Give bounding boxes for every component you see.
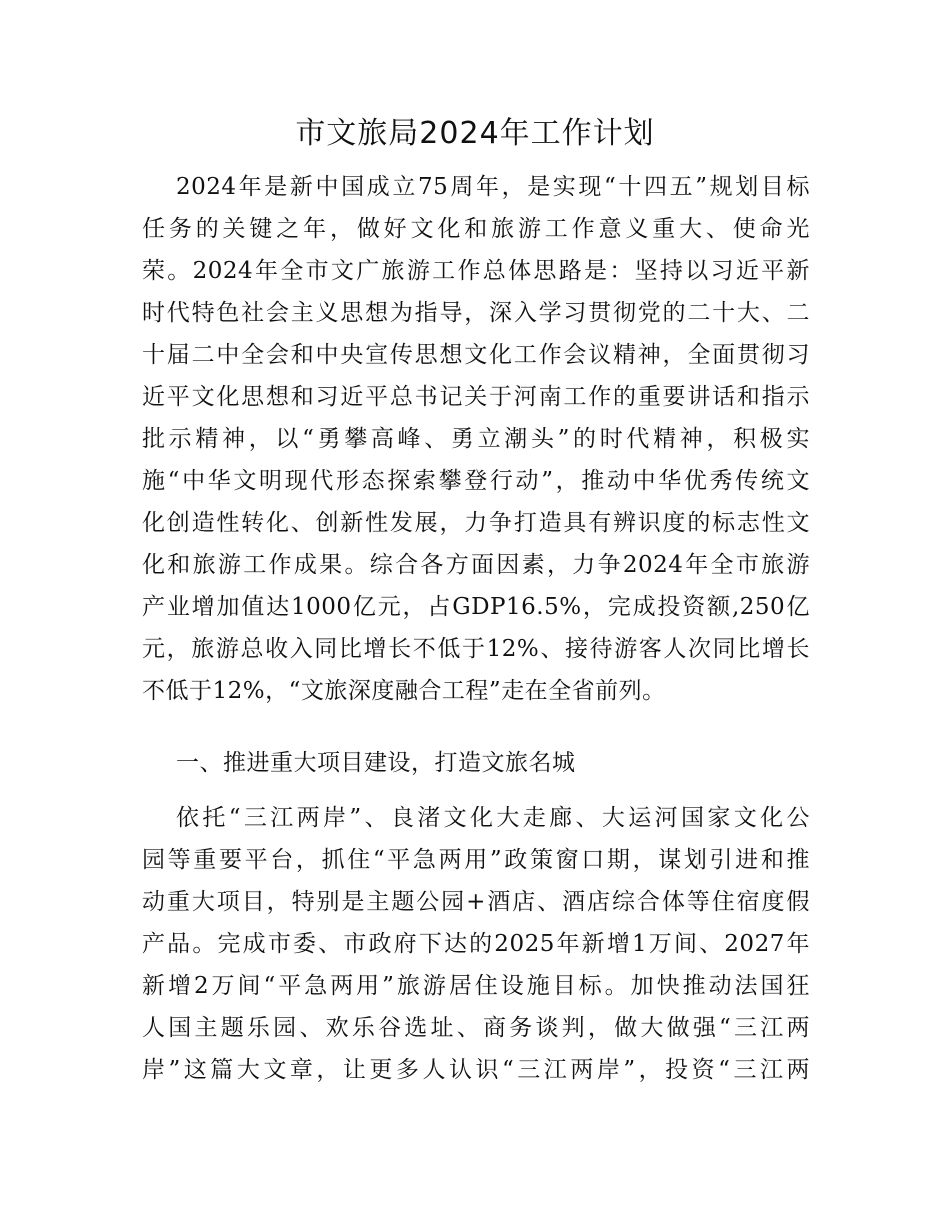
intro-line: 时代特色社会主义思想为指导，深入学习贯彻党的二十大、二 bbox=[142, 300, 810, 326]
intro-line: 十届二中全会和中央宣传思想文化工作会议精神，全面贯彻习 bbox=[142, 342, 810, 368]
intro-line: 化创造性转化、创新性发展，力争打造具有辨识度的标志性文 bbox=[142, 510, 810, 536]
intro-paragraph bbox=[142, 166, 810, 712]
intro-line: 近平文化思想和习近平总书记关于河南工作的重要讲话和指示 bbox=[142, 384, 810, 410]
section1-line: 园等重要平台，抓住“平急两用”政策窗口期，谋划引进和推 bbox=[142, 847, 810, 873]
intro-line: 产业增加值达1000亿元，占GDP16.5%，完成投资额,250亿 bbox=[142, 594, 810, 620]
intro-line: 施“中华文明现代形态探索攀登行动”，推动中华优秀传统文 bbox=[142, 468, 810, 494]
intro-line: 任务的关键之年，做好文化和旅游工作意义重大、使命光 bbox=[142, 216, 810, 242]
section1-line: 人国主题乐园、欢乐谷选址、商务谈判，做大做强“三江两 bbox=[142, 1015, 810, 1041]
section1-paragraph bbox=[142, 797, 810, 1091]
intro-line: 元，旅游总收入同比增长不低于12%、接待游客人次同比增长 bbox=[142, 636, 810, 662]
intro-line: 荣。2024年全市文广旅游工作总体思路是：坚持以习近平新 bbox=[142, 258, 810, 284]
intro-line: 批示精神，以“勇攀高峰、勇立潮头”的时代精神，积极实 bbox=[142, 426, 810, 452]
section1-line: 岸”这篇大文章，让更多人认识“三江两岸”，投资“三江两 bbox=[142, 1057, 810, 1083]
intro-line: 2024年是新中国成立75周年，是实现“十四五”规划目标 bbox=[176, 174, 810, 200]
section1-line: 依托“三江两岸”、良渚文化大走廊、大运河国家文化公 bbox=[176, 805, 810, 831]
section1-line: 动重大项目，特别是主题公园+酒店、酒店综合体等住宿度假 bbox=[142, 889, 810, 915]
section1-line: 产品。完成市委、市政府下达的2025年新增1万间、2027年 bbox=[142, 931, 810, 957]
section1-line: 新增2万间“平急两用”旅游居住设施目标。加快推动法国狂 bbox=[142, 973, 810, 999]
document-title: 市文旅局2024年工作计划 bbox=[295, 116, 655, 151]
section-heading: 一、推进重大项目建设，打造文旅名城 bbox=[176, 750, 576, 776]
intro-line: 不低于12%，“文旅深度融合工程”走在全省前列。 bbox=[142, 678, 666, 704]
intro-line: 化和旅游工作成果。综合各方面因素，力争2024年全市旅游 bbox=[142, 552, 810, 578]
